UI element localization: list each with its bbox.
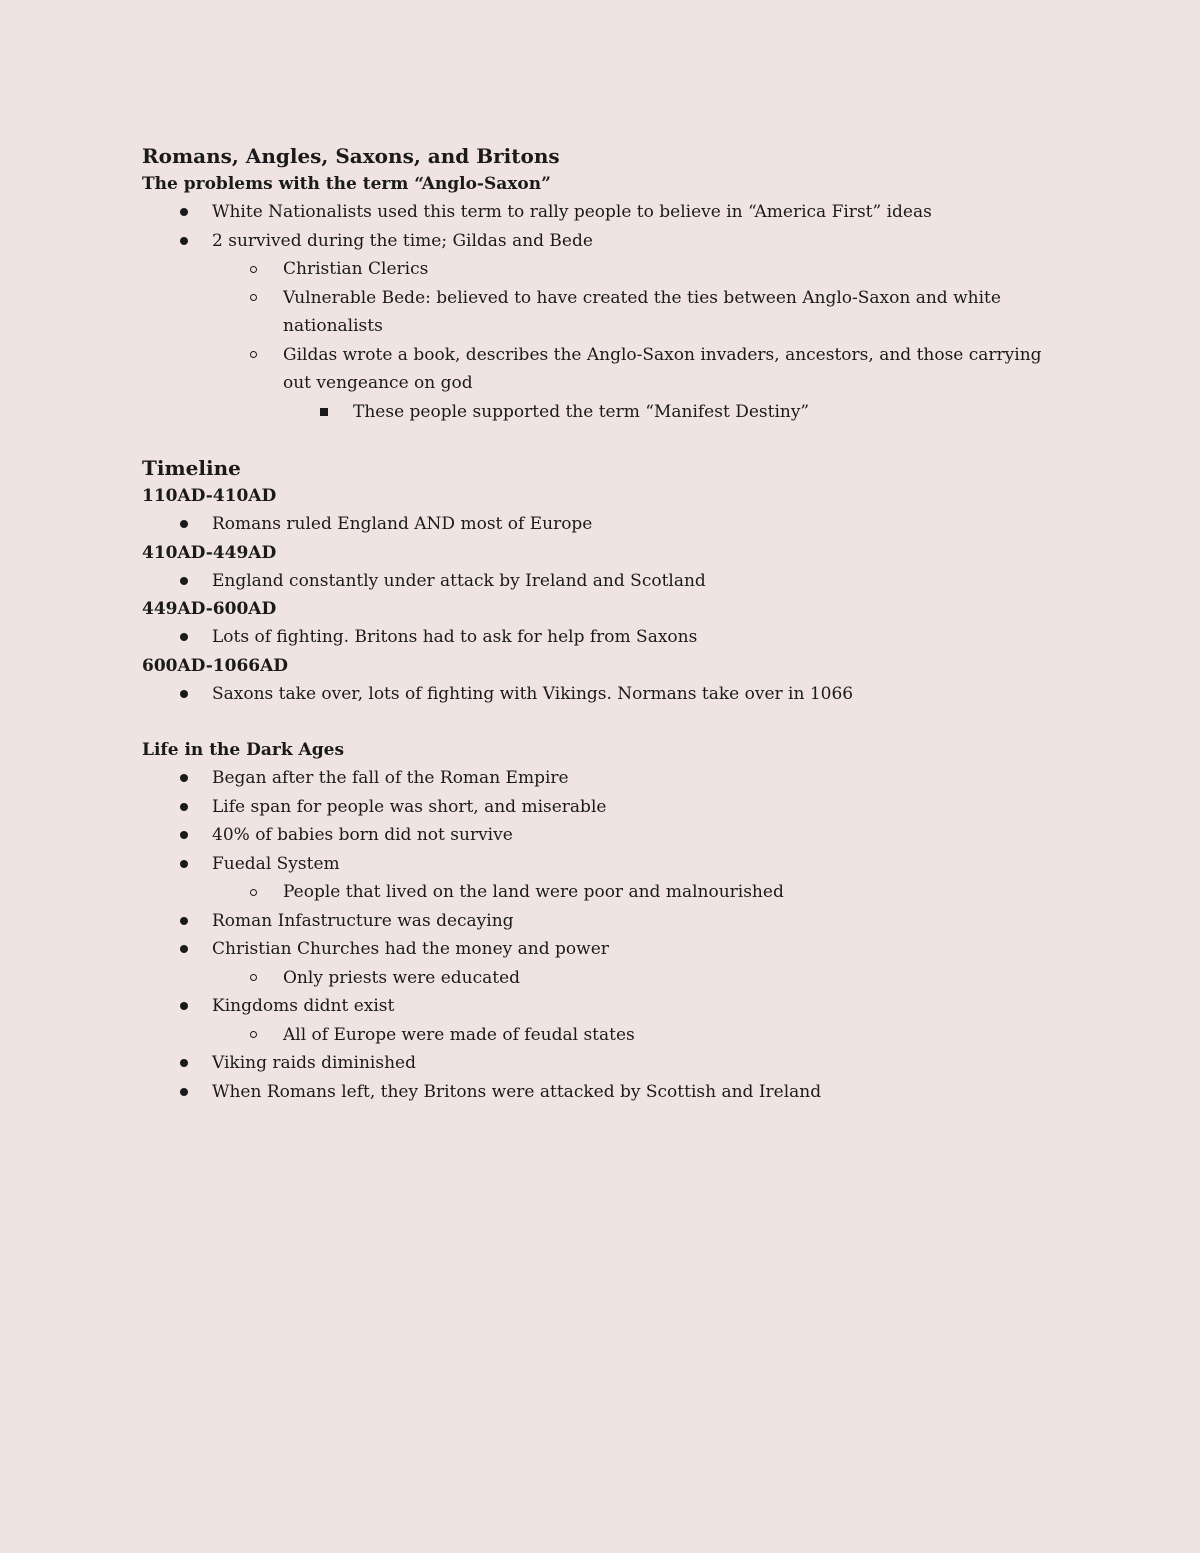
list-item-text: Saxons take over, lots of fighting with Vikings. Normans take over in 1066 — [212, 683, 854, 704]
list-item — [142, 510, 1062, 539]
list-item-text: Vulnerable Bede: believed to have created the ties between Anglo-Saxon and white nationalists — [283, 287, 1001, 336]
list-item — [142, 284, 1062, 341]
section-spacer — [142, 708, 1062, 736]
list-item-text: Began after the fall of the Roman Empire — [212, 768, 569, 788]
bullet-disc-icon — [180, 935, 188, 964]
bullet-disc-icon — [180, 764, 188, 793]
list-item-text: Roman Infastructure was decaying — [212, 910, 514, 931]
subheading-anglo-saxon-term: The problems with the term “Anglo-Saxon” — [142, 174, 551, 194]
bullet-circle-icon — [250, 878, 257, 907]
bullet-disc-icon — [180, 198, 188, 227]
list-item-text: 2 survived during the time; Gildas and Bede — [212, 230, 593, 251]
bullet-disc-icon — [180, 992, 188, 1021]
bullet-square-icon — [320, 398, 328, 427]
bullet-disc-icon — [180, 680, 188, 709]
bullet-disc-icon — [180, 850, 188, 879]
list-item — [142, 680, 1062, 709]
list-item — [142, 567, 1062, 596]
bullet-disc-icon — [180, 567, 188, 596]
bullet-disc-icon — [180, 1049, 188, 1078]
bullet-circle-icon — [250, 1021, 257, 1050]
list-item-text: 40% of babies born did not survive — [212, 825, 513, 845]
list-item — [142, 1021, 1062, 1050]
section-title-dark-ages: Life in the Dark Ages — [142, 740, 345, 760]
bullet-disc-icon — [180, 907, 188, 936]
bullet-disc-icon — [180, 510, 188, 539]
bullet-disc-icon — [180, 793, 188, 822]
anglo-saxon-list — [142, 198, 1062, 426]
list-item-text: Kingdoms didnt exist — [212, 996, 395, 1016]
timeline-period-list — [142, 567, 1062, 596]
section-title-timeline: Timeline — [142, 456, 241, 480]
document-body — [142, 142, 1062, 1106]
list-item-text: Christian Churches had the money and power — [212, 939, 609, 959]
list-item — [142, 793, 1062, 822]
list-item-text: Viking raids diminished — [212, 1053, 416, 1073]
list-item-text: People that lived on the land were poor and malnourished — [283, 882, 784, 902]
bullet-circle-icon — [250, 255, 257, 284]
list-item-text: These people supported the term “Manifest Destiny” — [353, 401, 810, 422]
timeline-period-heading: 449AD-600AD — [142, 599, 277, 619]
timeline-period-list — [142, 680, 1062, 709]
bullet-circle-icon — [250, 964, 257, 993]
list-item-text: Gildas wrote a book, describes the Anglo-Saxon invaders, ancestors, and those carrying out vengeance on god — [283, 344, 1042, 393]
list-item-text: White Nationalists used this term to rally people to believe in “America First” ideas — [212, 202, 932, 222]
list-item-text: Christian Clerics — [283, 259, 429, 279]
timeline-period-heading: 600AD-1066AD — [142, 655, 289, 676]
list-item-text: Only priests were educated — [283, 967, 521, 988]
list-item — [142, 964, 1062, 993]
list-item-text: Fuedal System — [212, 853, 340, 874]
timeline-period-list — [142, 623, 1062, 652]
bullet-disc-icon — [180, 623, 188, 652]
list-item — [142, 992, 1062, 1021]
list-item — [142, 341, 1062, 398]
list-item — [142, 821, 1062, 850]
bullet-disc-icon — [180, 227, 188, 256]
list-item — [142, 935, 1062, 964]
bullet-circle-icon — [250, 341, 257, 370]
list-item — [142, 255, 1062, 284]
list-item-text: Romans ruled England AND most of Europe — [212, 514, 593, 534]
list-item — [142, 850, 1062, 879]
list-item — [142, 907, 1062, 936]
list-item — [142, 1049, 1062, 1078]
list-item — [142, 198, 1062, 227]
list-item-text: When Romans left, they Britons were attacked by Scottish and Ireland — [212, 1081, 822, 1102]
list-item — [142, 398, 1062, 427]
list-item — [142, 623, 1062, 652]
bullet-circle-icon — [250, 284, 257, 313]
list-item-text: Life span for people was short, and miserable — [212, 796, 607, 817]
timeline-period-heading: 110AD-410AD — [142, 486, 277, 506]
list-item-text: England constantly under attack by Ireland and Scotland — [212, 570, 706, 591]
timeline-period-list — [142, 510, 1062, 539]
section-spacer — [142, 426, 1062, 454]
list-item-text: Lots of fighting. Britons had to ask for help from Saxons — [212, 627, 698, 647]
timeline-period-heading: 410AD-449AD — [142, 542, 277, 563]
bullet-disc-icon — [180, 1078, 188, 1107]
section-title-romans: Romans, Angles, Saxons, and Britons — [142, 144, 560, 168]
bullet-disc-icon — [180, 821, 188, 850]
list-item — [142, 227, 1062, 256]
list-item — [142, 878, 1062, 907]
dark-ages-list — [142, 764, 1062, 1106]
list-item — [142, 1078, 1062, 1107]
list-item-text: All of Europe were made of feudal states — [283, 1024, 635, 1045]
list-item — [142, 764, 1062, 793]
